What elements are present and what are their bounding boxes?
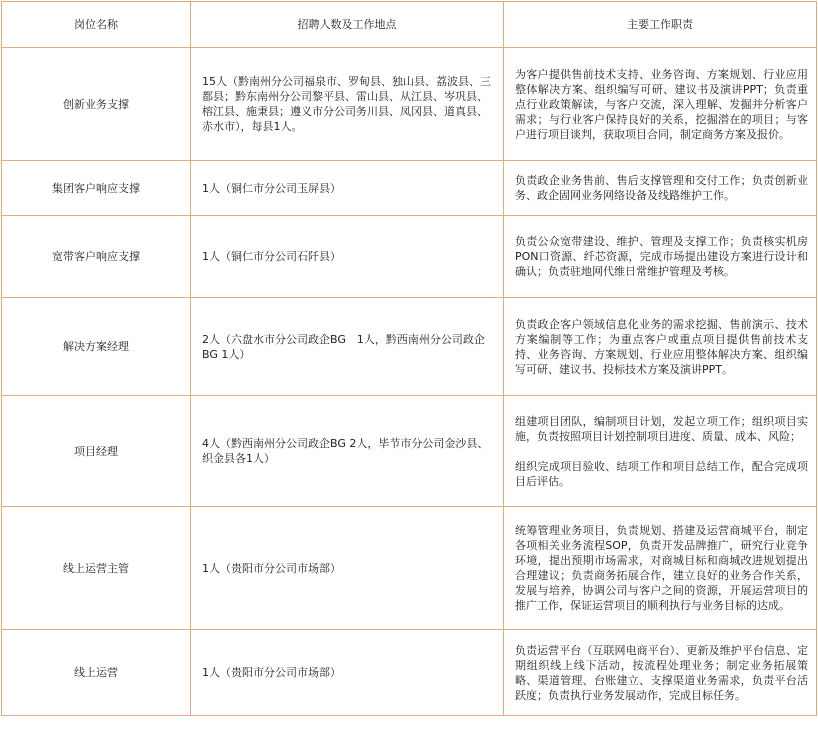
table-row bbox=[2, 48, 817, 161]
duties-cell bbox=[504, 396, 817, 507]
count-location-cell: 15人（黔南州分公司福泉市、罗甸县、独山县、荔波县、三都县；黔东南州分公司黎平县、雷山县、从江县、岑巩县、榕江县、施秉县；遵义市分公司务川县、凤冈县、道真县、赤水市），每县1人。 bbox=[191, 48, 504, 161]
duties-cell bbox=[504, 507, 817, 630]
table-row bbox=[2, 507, 817, 630]
position-cell: 线上运营主管 bbox=[2, 507, 191, 630]
paragraph-gap bbox=[515, 444, 808, 459]
duties-text: 统筹管理业务项目，负责规划、搭建及运营商城平台，制定各项相关业务流程SOP，负责开发品牌推广，研究行业竞争环境，提出预期市场需求，对商城目标和商城改进规划提出合理建议；负责商务拓展合作，建立良好的业务合作关系，发展与培养，协调公司与客户之间的资源，开展运营项目的推广工作，保证运营项目的顺利执行与业务目标的达成。 bbox=[515, 524, 808, 612]
duties-cell bbox=[504, 216, 817, 298]
table-row bbox=[2, 298, 817, 396]
header-position: 岗位名称 bbox=[2, 2, 191, 48]
duties-cell bbox=[504, 48, 817, 161]
count-location-cell: 1人（铜仁市分公司玉屏县） bbox=[191, 161, 504, 216]
header-duties: 主要工作职责 bbox=[504, 2, 817, 48]
position-cell: 线上运营 bbox=[2, 630, 191, 716]
recruitment-table bbox=[1, 1, 817, 716]
table-header-row bbox=[2, 2, 817, 48]
table-row bbox=[2, 396, 817, 507]
duties-text: 负责公众宽带建设、维护、管理及支撑工作；负责核实机房PON口资源、纤芯资源，完成市场提出建设方案进行设计和确认；负责驻地网代维日常维护管理及考核。 bbox=[515, 235, 808, 278]
duties-cell bbox=[504, 630, 817, 716]
position-cell: 解决方案经理 bbox=[2, 298, 191, 396]
duties-text: 组建项目团队，编制项目计划，发起立项工作；组织项目实施，负责按照项目计划控制项目进度、质量、成本、风险； bbox=[515, 414, 808, 443]
count-location-cell: 2人（六盘水市分公司政企BG 1人，黔西南州分公司政企BG 1人） bbox=[191, 298, 504, 396]
position-cell: 创新业务支撑 bbox=[2, 48, 191, 161]
position-cell: 宽带客户响应支撑 bbox=[2, 216, 191, 298]
duties-text: 组织完成项目验收、结项工作和项目总结工作，配合完成项目后评估。 bbox=[515, 459, 808, 488]
table-row bbox=[2, 161, 817, 216]
duties-text: 为客户提供售前技术支持、业务咨询、方案规划、行业应用整体解决方案、组织编写可研、建议书及演讲PPT；负责重点行业政策解读，与客户交流，深入理解、发掘并分析客户需求；与行业客户保持良好的关系，挖掘潜在的项目；与客户进行项目谈判，获取项目合同，制定商务方案及报价。 bbox=[515, 67, 808, 141]
duties-text: 负责政企业务售前、售后支撑管理和交付工作；负责创新业务、政企固网业务网络设备及线路维护工作。 bbox=[515, 174, 808, 202]
header-count-location: 招聘人数及工作地点 bbox=[191, 2, 504, 48]
duties-text: 负责政企客户领域信息化业务的需求挖掘、售前演示、技术方案编制等工作；为重点客户或重点项目提供售前技术支持、业务咨询、方案规划、行业应用整体解决方案、组织编写可研、建议书、投标技术方案及演讲PPT。 bbox=[515, 317, 808, 376]
table-row bbox=[2, 630, 817, 716]
duties-text: 负责运营平台（互联网电商平台）、更新及维护平台信息、定期组织线上线下活动，按流程处理业务；制定业务拓展策略、渠道管理、台账建立、支撑渠道业务需求，负责平台活跃度；负责执行业务发展动作，完成目标任务。 bbox=[515, 643, 808, 702]
duties-cell bbox=[504, 161, 817, 216]
count-location-cell: 1人（贵阳市分公司市场部） bbox=[191, 507, 504, 630]
table-row bbox=[2, 216, 817, 298]
duties-cell bbox=[504, 298, 817, 396]
count-location-cell: 1人（贵阳市分公司市场部） bbox=[191, 630, 504, 716]
count-location-cell: 1人（铜仁市分公司石阡县） bbox=[191, 216, 504, 298]
position-cell: 项目经理 bbox=[2, 396, 191, 507]
position-cell: 集团客户响应支撑 bbox=[2, 161, 191, 216]
count-location-cell: 4人（黔西南州分公司政企BG 2人，毕节市分公司金沙县、织金县各1人） bbox=[191, 396, 504, 507]
